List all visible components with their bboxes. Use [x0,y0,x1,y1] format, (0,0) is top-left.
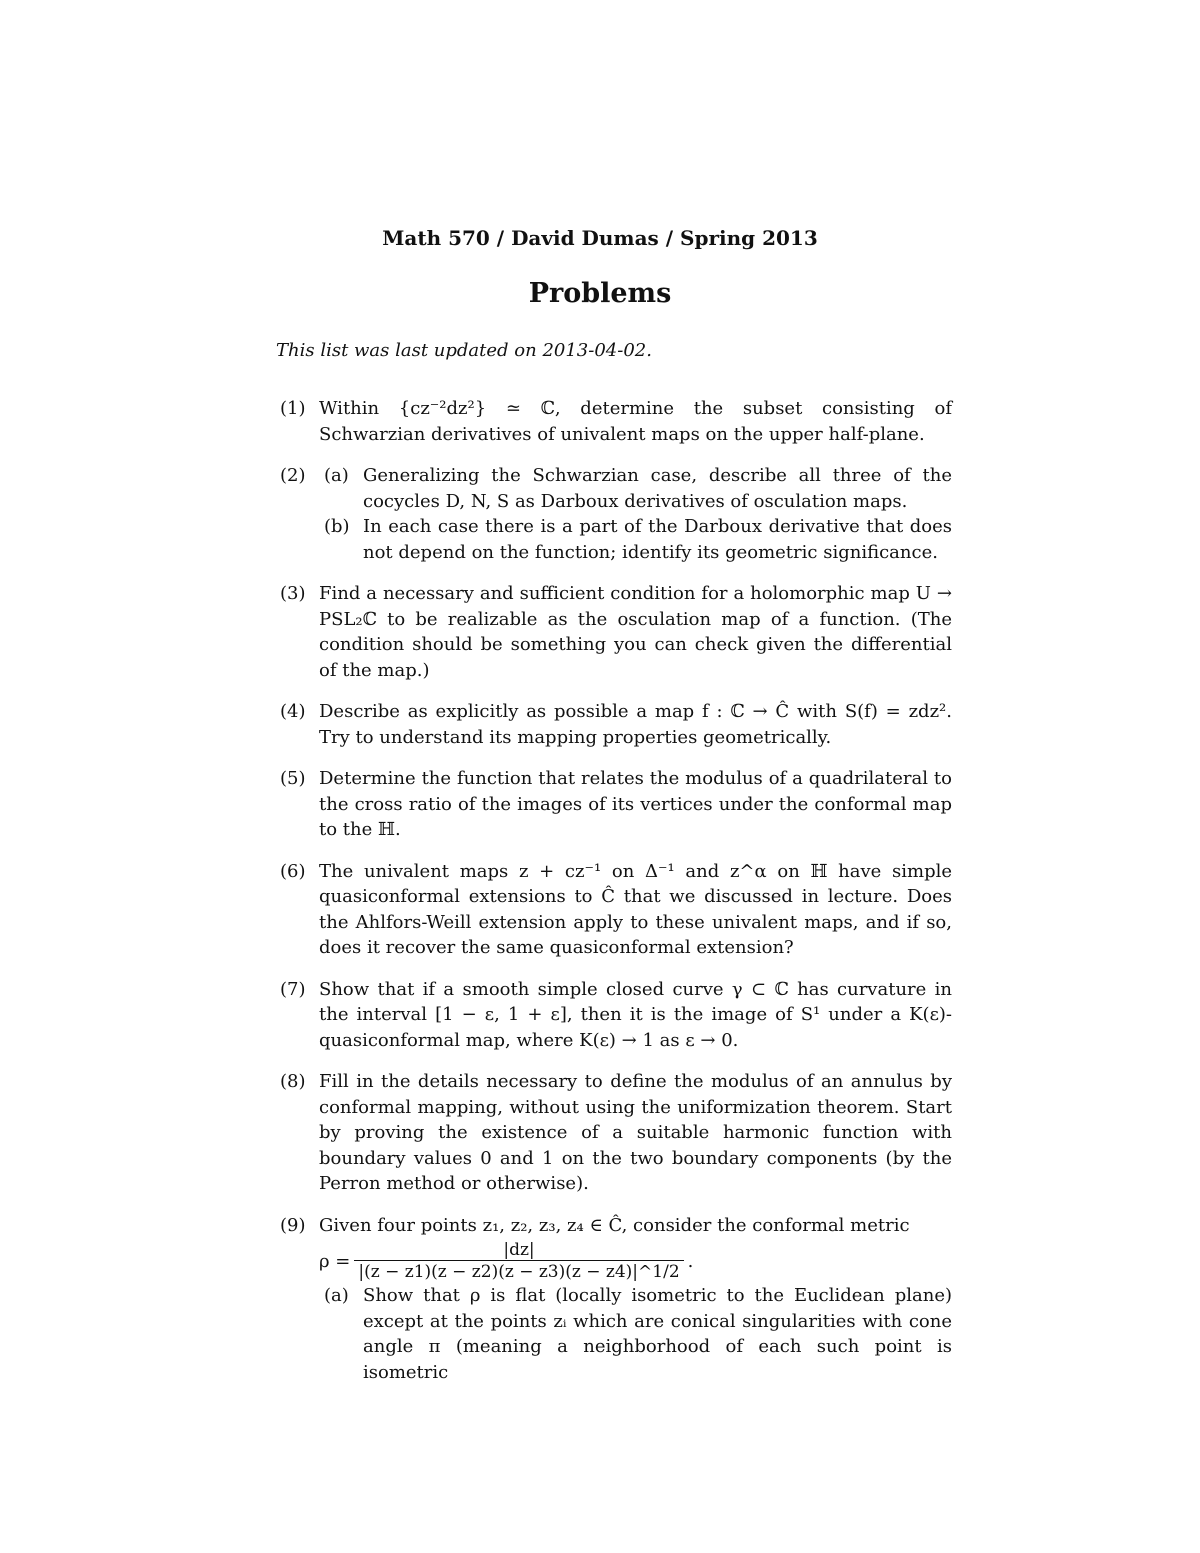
metric-formula [319,1240,952,1283]
problem-number: (5) [280,768,306,789]
fraction [354,1240,683,1283]
subproblem-label: (a) [324,465,349,486]
formula-lhs: ρ = [319,1250,351,1272]
fraction-numerator: |dz| [503,1240,535,1260]
problem-6 [276,859,952,961]
subproblem-a [319,463,952,514]
problem-7 [276,977,952,1054]
problem-9 [276,1213,952,1386]
problem-text: Find a necessary and sufficient condition for a holomorphic map U → PSL₂ℂ to be realizable as the osculation map of a function. (The condition should be something you can check given the differential of the map.) [319,583,952,681]
course-header: Math 570 / David Dumas / Spring 2013 [382,226,818,250]
problem-text: Show that if a smooth simple closed curve γ ⊂ ℂ has curvature in the interval [1 − ε, 1 + ε], then it is the image of S¹ under a K(ε)-quasiconformal map, where K(ε) → 1 as ε → 0. [319,978,952,1051]
problem-5 [276,766,952,843]
problem-2 [276,463,952,565]
problem-number: (8) [280,1071,306,1092]
formula-period: . [687,1250,694,1272]
subproblem-label: (a) [324,1285,349,1306]
subproblem-a [319,1283,952,1385]
subproblem-label: (b) [324,516,350,537]
problem-text: The univalent maps z + cz⁻¹ on Δ⁻¹ and z^α on ℍ have simple quasiconformal extensions to Ĉ that we discussed in lecture. Does the Ahlfors-Weill extension apply to these univalent maps, and if so, does it recover the same quasiconformal extension? [319,860,952,958]
problem-3 [276,581,952,683]
problem-number: (6) [280,860,306,882]
problem-number: (7) [280,978,306,1000]
problem-number: (3) [280,583,306,604]
subproblem-text: In each case there is a part of the Darboux derivative that does not depend on the function; identify its geometric significance. [363,516,952,563]
problem-text: Given four points z₁, z₂, z₃, z₄ ∈ Ĉ, consider the conformal metric [319,1214,910,1236]
problem-text: Fill in the details necessary to define the modulus of an annulus by conformal mapping, without using the uniformization theorem. Start by proving the existence of a suitable harmonic function with boundary values 0 and 1 on the two boundary components (by the Perron method or otherwise). [319,1071,952,1194]
page-title: Problems [528,278,672,309]
problem-1 [276,396,952,447]
last-updated-note: This list was last updated on 2013-04-02. [276,340,652,361]
problem-number: (1) [280,398,306,419]
problem-text: Within {cz⁻²dz²} ≃ ℂ, determine the subset consisting of Schwarzian derivatives of univalent maps on the upper half-plane. [319,398,952,445]
problem-4 [276,699,952,750]
problem-number: (9) [280,1214,306,1236]
problem-list [276,396,952,1401]
problem-text: Describe as explicitly as possible a map f : ℂ → Ĉ with S(f) = zdz². Try to understand its mapping properties geometrically. [319,701,952,748]
problem-number: (2) [280,465,306,486]
subproblem-text: Show that ρ is flat (locally isometric to the Euclidean plane) except at the points zᵢ which are conical singularities with cone angle π (meaning a neighborhood of each such point is isometric [363,1285,952,1383]
fraction-denominator: |(z − z1)(z − z2)(z − z3)(z − z4)|^1/2 [354,1260,683,1283]
problem-8 [276,1069,952,1197]
problem-text: Determine the function that relates the modulus of a quadrilateral to the cross ratio of the images of its vertices under the conformal map to the ℍ. [319,768,952,840]
problem-number: (4) [280,701,306,722]
subproblem-text: Generalizing the Schwarzian case, describe all three of the cocycles D, N, S as Darboux derivatives of osculation maps. [363,465,952,512]
subproblem-b [319,514,952,565]
